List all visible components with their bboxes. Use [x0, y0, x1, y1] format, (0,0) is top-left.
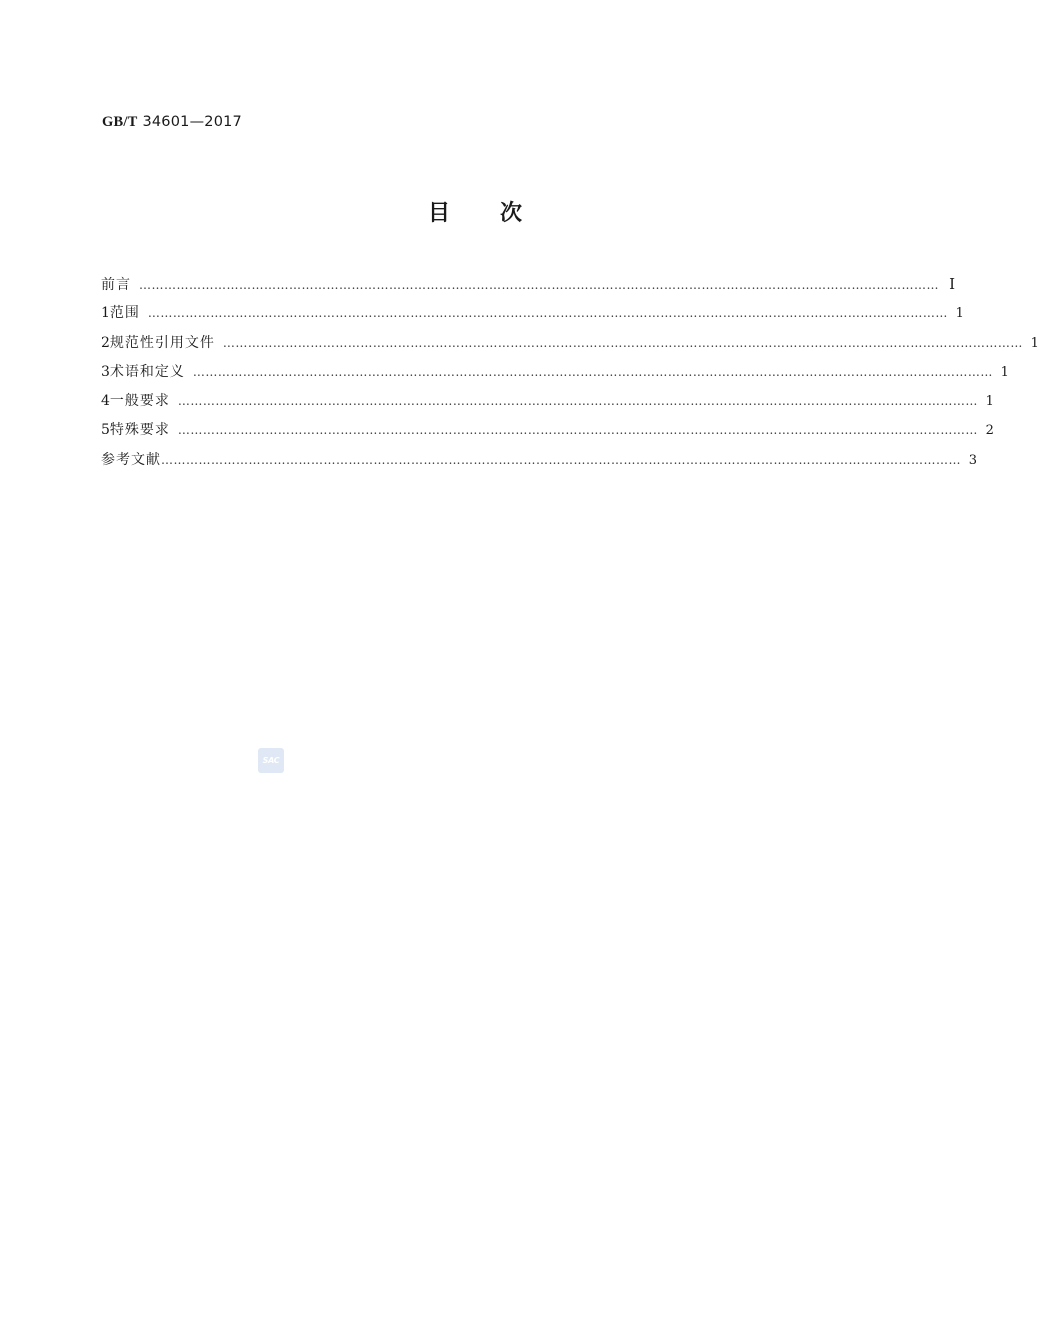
standard-number: 34601—2017: [142, 114, 242, 130]
toc-title: [0, 196, 950, 227]
toc-entry-number: 1: [101, 305, 110, 322]
toc-entry-scope[interactable]: [101, 303, 964, 332]
toc-leader-dots: …………………………………………………………………………………………………………………………………………………………………………: [177, 394, 978, 409]
toc-entry-page: Ⅰ: [949, 275, 955, 293]
toc-leader-dots: …………………………………………………………………………………………………………………………………………………………………………: [177, 423, 978, 438]
toc-title-part2: 次: [500, 201, 523, 226]
table-of-contents: [101, 274, 1039, 479]
toc-entry-label: 规范性引用文件: [109, 334, 215, 351]
toc-entry-label: 参考文献: [101, 451, 161, 468]
sac-logo-text: SAC: [262, 756, 280, 765]
toc-entry-number: 3: [101, 363, 110, 380]
toc-entry-foreword[interactable]: [101, 274, 955, 303]
toc-entry-general-requirements[interactable]: [101, 391, 994, 420]
toc-entry-page: 3: [968, 452, 977, 468]
toc-entry-bibliography[interactable]: [101, 450, 977, 479]
toc-entry-number: 2: [101, 334, 110, 351]
toc-title-part1: 目: [427, 201, 450, 226]
toc-entry-label: 范围: [109, 305, 140, 322]
toc-leader-dots: …………………………………………………………………………………………………………………………………………………………………………: [161, 452, 961, 467]
toc-entry-number: 5: [101, 422, 110, 439]
toc-leader-dots: …………………………………………………………………………………………………………………………………………………………………………: [147, 306, 948, 321]
toc-entry-terms-definitions[interactable]: [101, 362, 1009, 391]
toc-entry-label: 特殊要求: [109, 422, 170, 439]
toc-entry-page: 1: [985, 394, 994, 410]
toc-entry-number: 4: [101, 393, 110, 410]
toc-entry-page: 2: [985, 423, 994, 439]
standard-code: [102, 114, 242, 131]
toc-entry-page: 1: [1030, 335, 1039, 351]
toc-entry-normative-references[interactable]: [101, 333, 1039, 362]
toc-entry-special-requirements[interactable]: [101, 420, 994, 449]
toc-entry-page: 1: [955, 306, 964, 322]
toc-entry-label: 一般要求: [109, 393, 170, 410]
toc-entry-page: 1: [1000, 364, 1009, 380]
toc-leader-dots: …………………………………………………………………………………………………………………………………………………………………………: [222, 335, 1023, 350]
toc-leader-dots: …………………………………………………………………………………………………………………………………………………………………………: [192, 364, 993, 379]
standard-prefix: GB/T: [102, 114, 138, 130]
toc-entry-label: 前言: [101, 277, 131, 293]
toc-leader-dots: …………………………………………………………………………………………………………………………………………………………………………: [139, 278, 939, 292]
sac-watermark-logo: [258, 748, 284, 773]
toc-entry-label: 术语和定义: [109, 363, 185, 380]
